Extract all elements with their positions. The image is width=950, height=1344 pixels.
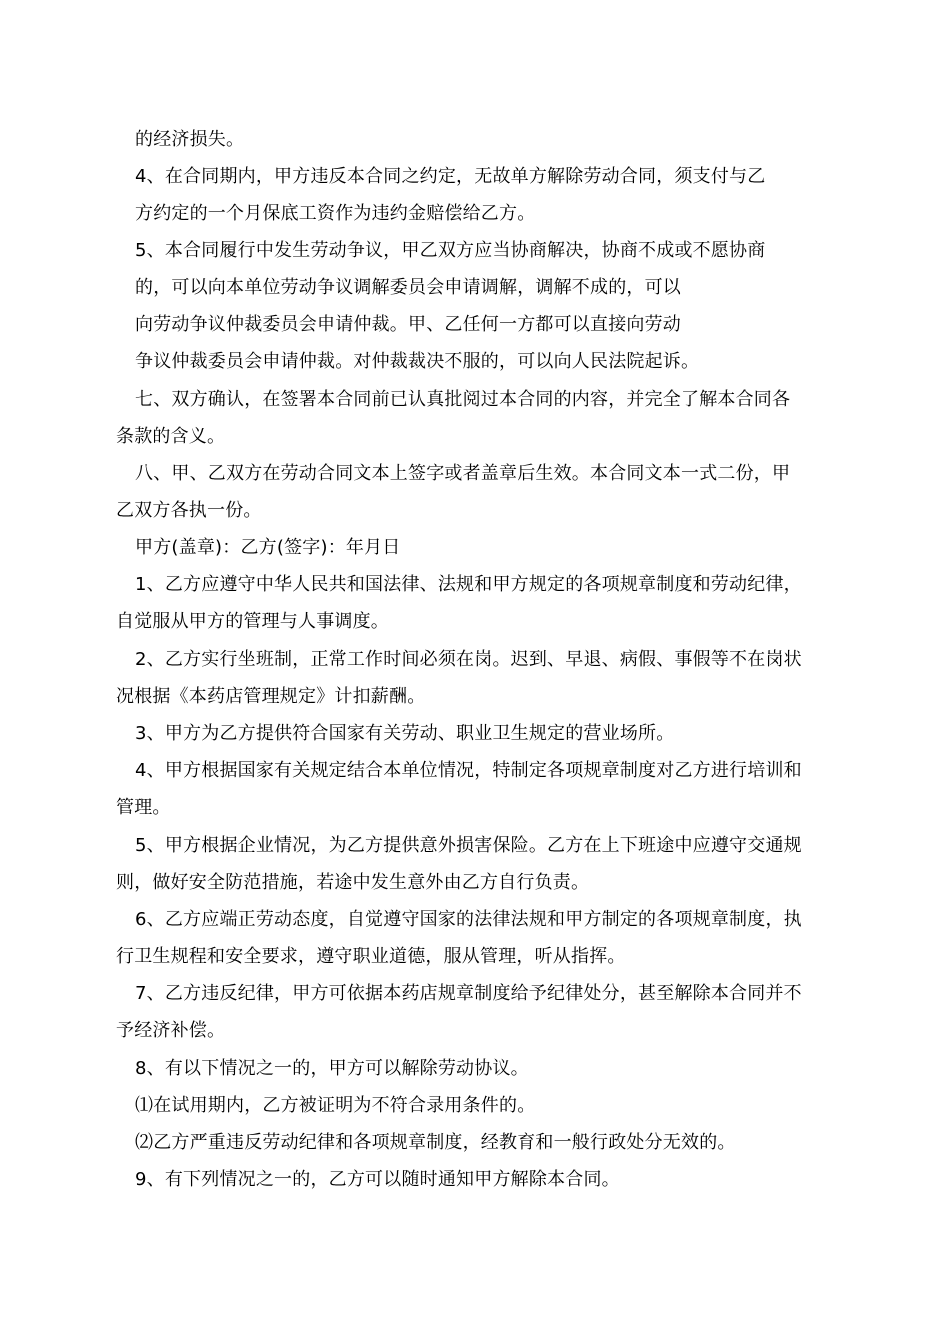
text-line: 八、甲、乙双方在劳动合同文本上签字或者盖章后生效。本合同文本一式二份，甲 — [135, 463, 791, 484]
text-line: 1、乙方应遵守中华人民共和国法律、法规和甲方规定的各项规章制度和劳动纪律， — [135, 574, 802, 595]
text-line: 5、本合同履行中发生劳动争议，甲乙双方应当协商解决，协商不成或不愿协商 — [135, 240, 766, 261]
text-line: 予经济补偿。 — [116, 1020, 226, 1041]
text-line: 向劳动争议仲裁委员会申请仲裁。甲、乙任何一方都可以直接向劳动 — [135, 314, 681, 335]
text-line: 方约定的一个月保底工资作为违约金赔偿给乙方。 — [135, 203, 536, 224]
text-line: 行卫生规程和安全要求，遵守职业道德，服从管理，听从指挥。 — [116, 946, 626, 967]
text-line: 的，可以向本单位劳动争议调解委员会申请调解，调解不成的，可以 — [135, 277, 681, 298]
text-line: 自觉服从甲方的管理与人事调度。 — [116, 611, 389, 632]
text-line: 争议仲裁委员会申请仲裁。对仲裁裁决不服的，可以向人民法院起诉。 — [135, 351, 700, 372]
text-line: 4、甲方根据国家有关规定结合本单位情况，特制定各项规章制度对乙方进行培训和 — [135, 760, 802, 781]
text-line: 乙双方各执一份。 — [116, 500, 262, 521]
text-line: 七、双方确认，在签署本合同前已认真批阅过本合同的内容，并完全了解本合同各 — [135, 389, 791, 410]
text-line: 3、甲方为乙方提供符合国家有关劳动、职业卫生规定的营业场所。 — [135, 723, 675, 744]
text-line: 2、乙方实行坐班制，正常工作时间必须在岗。迟到、早退、病假、事假等不在岗状 — [135, 649, 802, 670]
text-line: 甲方(盖章)：乙方(签字)：年月日 — [135, 537, 401, 558]
text-line: 9、有下列情况之一的，乙方可以随时通知甲方解除本合同。 — [135, 1169, 620, 1190]
text-line: 况根据《本药店管理规定》计扣薪酬。 — [116, 686, 426, 707]
text-line: 8、有以下情况之一的，甲方可以解除劳动协议。 — [135, 1058, 529, 1079]
text-line: 则，做好安全防范措施，若途中发生意外由乙方自行负责。 — [116, 872, 590, 893]
text-line: 管理。 — [116, 797, 171, 818]
text-line: 6、乙方应端正劳动态度，自觉遵守国家的法律法规和甲方制定的各项规章制度，执 — [135, 909, 802, 930]
text-line: ⑵乙方严重违反劳动纪律和各项规章制度，经教育和一般行政处分无效的。 — [135, 1132, 736, 1153]
text-line: ⑴在试用期内，乙方被证明为不符合录用条件的。 — [135, 1095, 536, 1116]
text-line: 的经济损失。 — [135, 129, 245, 150]
text-line: 条款的含义。 — [116, 426, 226, 447]
text-line: 7、乙方违反纪律，甲方可依据本药店规章制度给予纪律处分，甚至解除本合同并不 — [135, 983, 802, 1004]
text-line: 5、甲方根据企业情况，为乙方提供意外损害保险。乙方在上下班途中应遵守交通规 — [135, 835, 802, 856]
text-line: 4、在合同期内，甲方违反本合同之约定，无故单方解除劳动合同，须支付与乙 — [135, 166, 766, 187]
